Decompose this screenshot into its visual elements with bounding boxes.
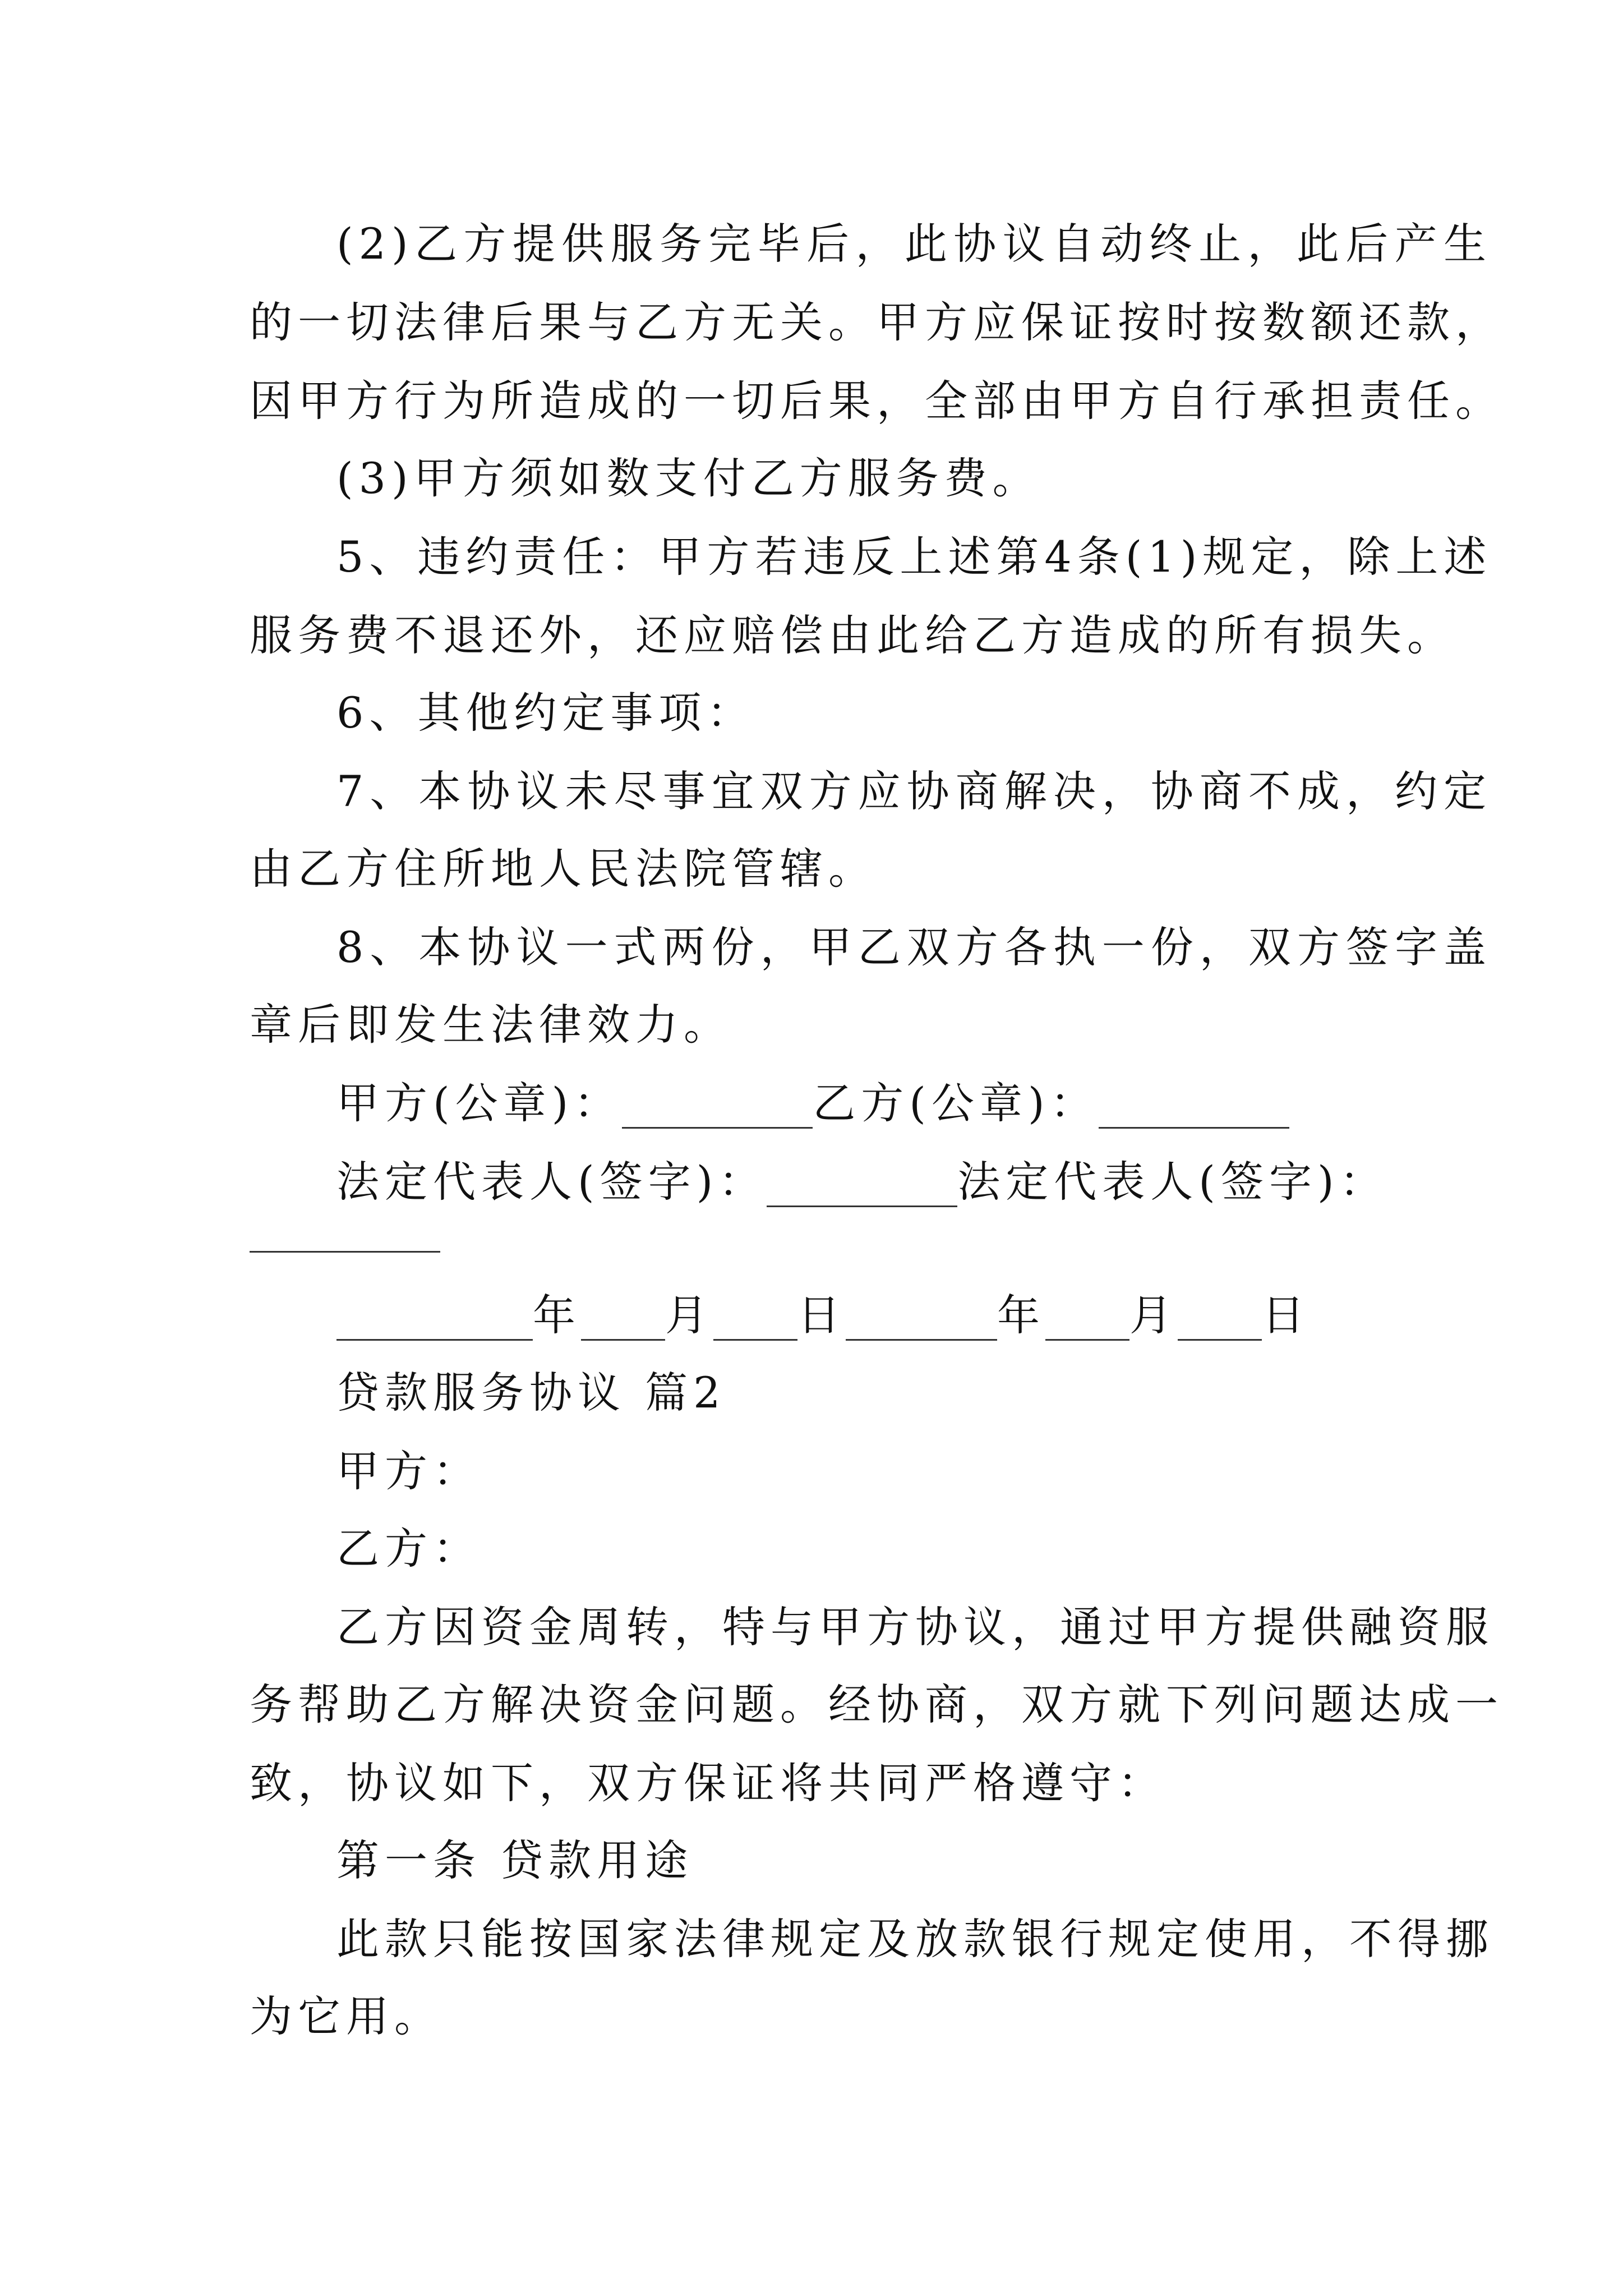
day-blank <box>713 1300 797 1341</box>
date-line <box>336 1290 1492 1341</box>
legal-rep-a-blank <box>767 1166 957 1207</box>
paragraph-line: 8、本协议一式两份，甲乙双方各执一份，双方签字盖 <box>336 922 1492 972</box>
day-label: 日 <box>797 1290 846 1340</box>
party-b-seal-blank <box>1099 1088 1289 1129</box>
year-blank <box>336 1300 533 1341</box>
party-b-seal-label: 乙方(公章)： <box>813 1078 1099 1128</box>
section-title: 贷款服务协议 篇2 <box>336 1368 726 1418</box>
month-blank <box>581 1300 665 1341</box>
paragraph-line: 因甲方行为所造成的一切后果，全部由甲方自行承担责任。 <box>250 376 1504 426</box>
day-label: 日 <box>1262 1290 1310 1340</box>
paragraph-line: 务帮助乙方解决资金问题。经协商，双方就下列问题达成一 <box>250 1680 1504 1729</box>
party-a-seal-label: 甲方(公章)： <box>336 1078 623 1128</box>
paragraph-line: (3)甲方须如数支付乙方服务费。 <box>336 453 1041 503</box>
year-label: 年 <box>533 1290 581 1340</box>
month-blank <box>1045 1300 1129 1341</box>
paragraph-line: 由乙方住所地人民法院管辖。 <box>250 844 877 894</box>
year-blank <box>846 1300 997 1341</box>
paragraph-line: 章后即发生法律效力。 <box>250 1000 732 1050</box>
legal-rep-line <box>336 1157 1492 1207</box>
paragraph-line: 为它用。 <box>250 1991 442 2041</box>
legal-rep-b-blank <box>250 1251 440 1253</box>
legal-rep-b-label: 法定代表人(签字)： <box>957 1157 1388 1207</box>
article-heading: 第一条 贷款用途 <box>336 1835 694 1885</box>
paragraph-line: 的一切法律后果与乙方无关。甲方应保证按时按数额还款， <box>250 297 1504 347</box>
paragraph-line: 服务费不退还外，还应赔偿由此给乙方造成的所有损失。 <box>250 610 1455 660</box>
party-a-seal-blank <box>622 1088 813 1129</box>
paragraph-line: 致，协议如下，双方保证将共同严格遵守： <box>250 1758 1166 1808</box>
party-b-label: 乙方： <box>336 1524 481 1573</box>
paragraph-line: 5、违约责任：甲方若违反上述第4条(1)规定，除上述 <box>336 532 1492 582</box>
day-blank <box>1178 1300 1262 1341</box>
paragraph-line: 乙方因资金周转，特与甲方协议，通过甲方提供融资服 <box>336 1602 1494 1652</box>
paragraph-line: 7、本协议未尽事宜双方应协商解决，协商不成，约定 <box>336 766 1492 816</box>
seal-line <box>336 1078 1492 1129</box>
legal-rep-a-label: 法定代表人(签字)： <box>336 1157 767 1207</box>
paragraph-line: 6、其他约定事项： <box>336 688 755 738</box>
month-label: 月 <box>665 1290 713 1340</box>
paragraph-line: (2)乙方提供服务完毕后，此协议自动终止，此后产生 <box>336 219 1492 269</box>
paragraph-line: 此款只能按国家法律规定及放款银行规定使用，不得挪 <box>336 1914 1494 1964</box>
party-a-label: 甲方： <box>336 1446 481 1496</box>
year-label: 年 <box>997 1290 1045 1340</box>
month-label: 月 <box>1129 1290 1178 1340</box>
